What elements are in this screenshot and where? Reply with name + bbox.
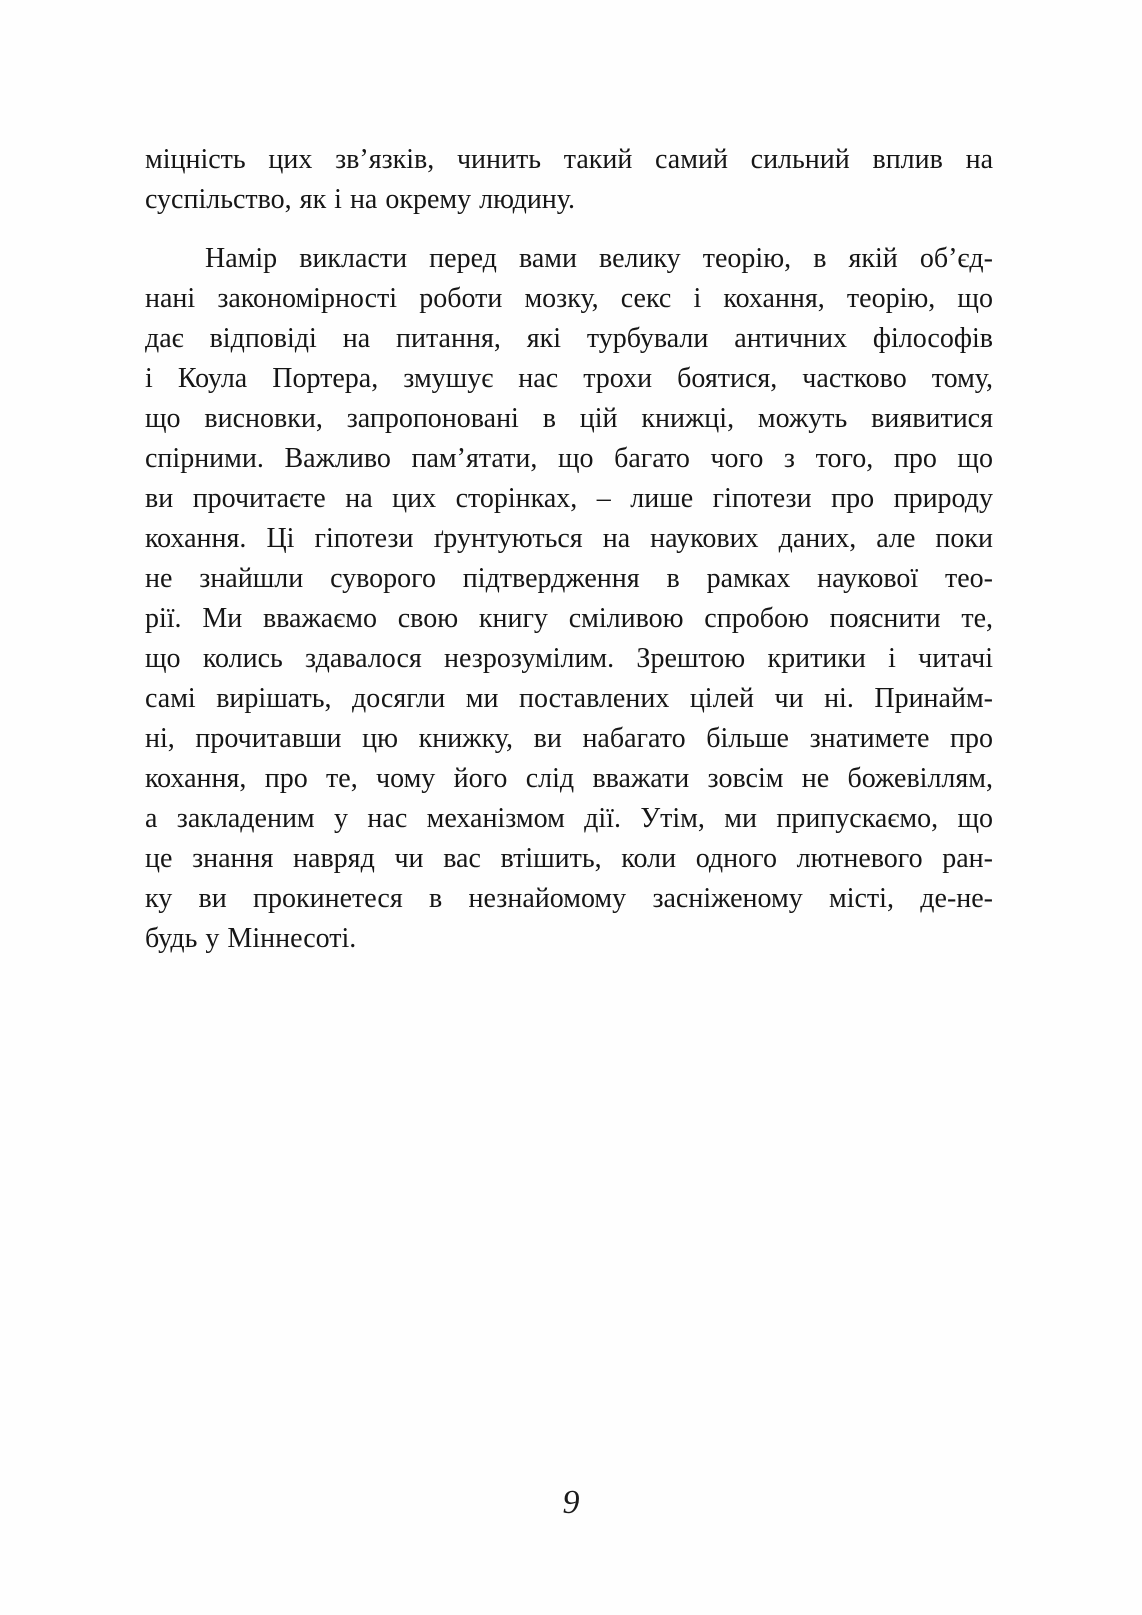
text-line: суспільство, як і на окрему людину. <box>145 184 575 215</box>
text-line: це знання навряд чи вас втішить, коли одного лютневого ран- <box>145 843 993 874</box>
text-line: ви прочитаєте на цих сторінках, – лише гіпотези про природу <box>145 483 993 514</box>
text-line: кохання, про те, чому його слід вважати зовсім не божевіллям, <box>145 763 993 794</box>
text-line: Намір викласти перед вами велику теорію, в якій об’єд- <box>205 243 993 274</box>
paragraph <box>145 239 993 959</box>
text-line: дає відповіді на питання, які турбували античних філософів <box>145 323 993 354</box>
text-line: самі вирішать, досягли ми поставлених цілей чи ні. Принайм- <box>145 683 993 714</box>
paragraph <box>145 140 993 220</box>
text-line: ку ви прокинетеся в незнайомому засніженому місті, де-не- <box>145 883 993 914</box>
text-line: і Коула Портера, змушує нас трохи боятися, частково тому, <box>145 363 993 394</box>
text-line: кохання. Ці гіпотези ґрунтуються на наукових даних, але поки <box>145 523 993 554</box>
text-block <box>145 140 993 959</box>
text-line: будь у Міннесоті. <box>145 923 357 954</box>
text-line: спірними. Важливо пам’ятати, що багато чого з того, про що <box>145 443 993 474</box>
text-line: міцність цих зв’язків, чинить такий самий сильний вплив на <box>145 144 993 175</box>
text-line: не знайшли суворого підтвердження в рамках наукової тео- <box>145 563 993 594</box>
text-line: що колись здавалося незрозумілим. Зрештою критики і читачі <box>145 643 993 674</box>
text-line: ні, прочитавши цю книжку, ви набагато більше знатимете про <box>145 723 993 754</box>
text-line: рії. Ми вважаємо свою книгу сміливою спробою пояснити те, <box>145 603 993 634</box>
page-number: 9 <box>562 1484 580 1521</box>
text-line: а закладеним у нас механізмом дії. Утім, ми припускаємо, що <box>145 803 993 834</box>
text-line: нані закономірності роботи мозку, секс і кохання, теорію, що <box>145 283 993 314</box>
text-line: що висновки, запропоновані в цій книжці, можуть виявитися <box>145 403 993 434</box>
